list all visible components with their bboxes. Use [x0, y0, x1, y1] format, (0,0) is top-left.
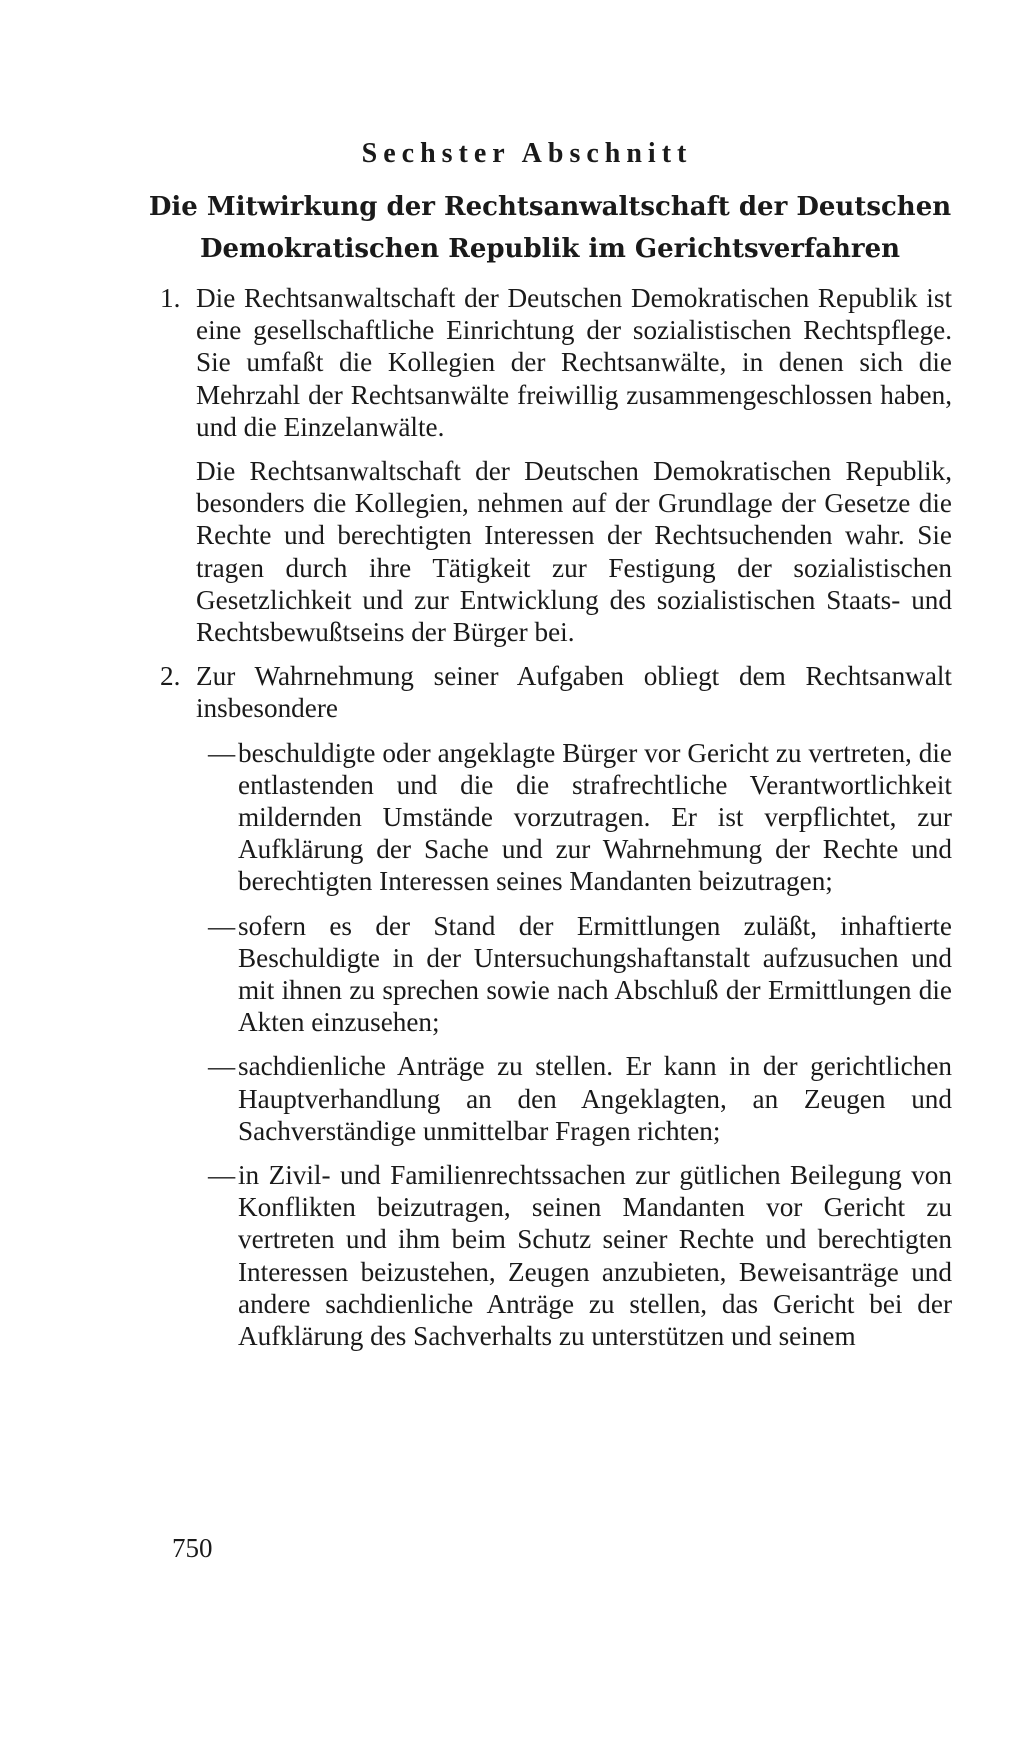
paragraph: Die Rechtsanwaltschaft der Deutschen Demokratischen Republik, besonders die Kollegien, nehmen auf der Grundlage der Gesetze die Rechte und berechtigten Interessen der Rechtsuchenden wahr. Sie tragen durch ihre Tätigkeit zur Festigung der sozialistischen Gesetzlichkeit und zur Entwicklung des sozialistischen Staats- und Rechtsbewußtseins der Bürger bei. — [196, 456, 952, 648]
list-item-2 — [160, 660, 952, 1364]
dash-list-item — [208, 1159, 952, 1352]
dash-list-item — [208, 1050, 952, 1147]
paragraph: Die Rechtsanwaltschaft der Deutschen Demokratischen Republik ist eine gesellschaftliche Einrichtung der sozialistischen Rechtspflege. Sie umfaßt die Kollegien der Rechtsanwälte, in denen sich die Mehrzahl der Rechtsanwälte freiwillig zusammengeschlossen haben, und die Einzelanwälte. — [196, 283, 952, 442]
dash-item-text: beschuldigte oder angeklagte Bürger vor Gericht zu vertreten, die entlastenden und die die strafrechtliche Verantwortlichkeit mildernden Umstände vorzutragen. Er ist verpflichtet, zur Aufklärung der Sache und zur Wahrnehmung der Rechte und berechtigten Interessen seines Mandanten beizutragen; — [238, 737, 952, 897]
dash-item-text: sofern es der Stand der Ermittlungen zuläßt, inhaftierte Beschuldigte in der Untersuchungshaftanstalt aufzusuchen und mit ihnen zu sprechen sowie nach Abschluß der Ermittlungen die Akten einzusehen; — [238, 910, 952, 1038]
page-number: 750 — [172, 1533, 213, 1563]
item-number: 1. — [160, 283, 181, 313]
list-item-1 — [160, 282, 952, 648]
paragraph: Zur Wahrnehmung seiner Aufgaben obliegt dem Rechtsanwalt insbesondere — [196, 661, 952, 724]
dash-list-item — [208, 910, 952, 1039]
chapter-title: Die Mitwirkung der Rechtsanwaltschaft der Deutschen Demokratischen Republik im Gerichtsverfahren — [148, 192, 952, 264]
dash-marker: — — [208, 1160, 236, 1191]
dash-list-item — [208, 737, 952, 898]
dash-item-text: in Zivil- und Familienrechtssachen zur gütlichen Beilegung von Konflikten beizutragen, seinen Mandanten vor Gericht zu vertreten und ihm beim Schutz seiner Rechte und berechtigten Interessen beizustehen, Zeugen anzubieten, Beweisanträge und andere sachdienliche Anträge zu stellen, das Gericht bei der Aufklärung des Sachverhalts zu unterstützen und seinem — [238, 1160, 952, 1352]
item-body — [196, 282, 952, 648]
dash-item-text: sachdienliche Anträge zu stellen. Er kann in der gerichtlichen Hauptverhandlung an den Angeklagten, an Zeugen und Sachverständige unmittelbar Fragen richten; — [238, 1051, 952, 1146]
page-body — [160, 282, 952, 1376]
dash-marker: — — [208, 737, 236, 768]
dash-marker: — — [208, 1051, 236, 1082]
dash-list — [196, 737, 952, 1353]
item-body — [196, 660, 952, 1364]
item-number: 2. — [160, 661, 181, 692]
section-label: Sechster Abschnitt — [361, 138, 693, 169]
dash-marker: — — [208, 910, 236, 941]
